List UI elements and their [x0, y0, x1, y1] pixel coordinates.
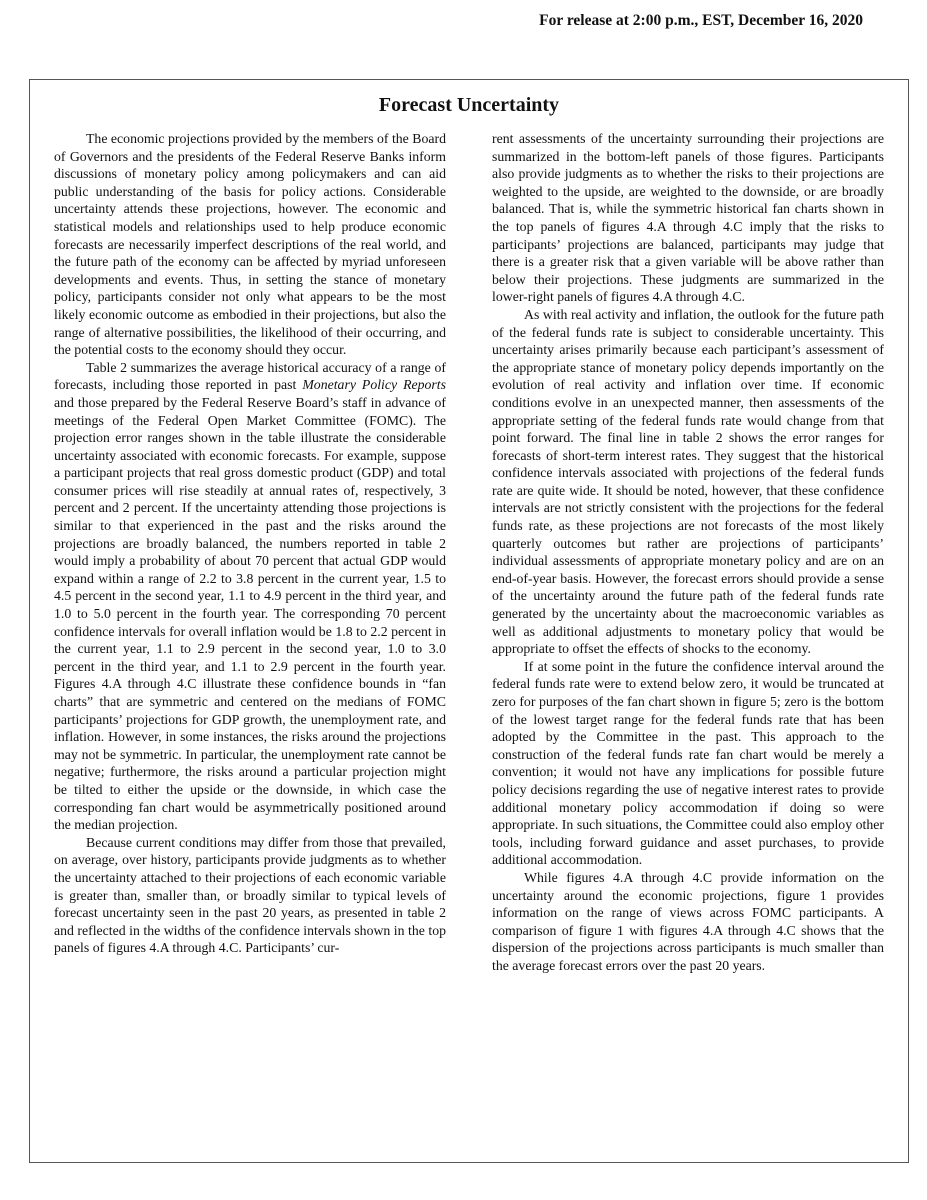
paragraph: While figures 4.A through 4.C provide information on the uncertainty around the economic projections, figure 1 provides information on the range of views across FOMC participants. A comparison of figure 1 with figures 4.A through 4.C shows that the dispersion of the projections across participants is much smaller than the average forecast errors over the past 20 years. — [492, 869, 884, 973]
paragraph: If at some point in the future the confidence interval around the federal funds rate were to extend below zero, it would be truncated at zero for purposes of the fan chart shown in figure 5; zero is the bottom of the lowest target range for the federal funds rate that has been adopted by the Committee in the past. This approach to the construction of the federal funds rate fan chart would be merely a convention; it would not have any implications for possible future policy decisions regarding the use of negative interest rates to provide additional monetary policy accommodation if doing so were appropriate. In such situations, the Committee could also employ other tools, including forward guidance and asset purchases, to provide additional accommodation. — [492, 658, 884, 868]
left-column — [54, 130, 446, 957]
paragraph — [54, 359, 446, 834]
report-title: Monetary Policy Reports — [302, 377, 446, 393]
paragraph: The economic projections provided by the members of the Board of Governors and the presidents of the Federal Reserve Banks inform discussions of monetary policy among policymakers and can aid public understanding of the basis for policy actions. Considerable uncertainty attends these projections, however. The economic and statistical models and relationships used to help produce economic forecasts are necessarily imperfect descriptions of the real world, and the future path of the economy can be affected by myriad unforeseen developments and events. Thus, in setting the stance of monetary policy, participants consider not only what appears to be the most likely economic outcome as embodied in their projections, but also the range of alternative possibilities, the likelihood of their occurring, and the potential costs to the economy should they occur. — [54, 131, 446, 358]
right-column — [492, 130, 884, 975]
paragraph-text: Table 2 summarizes the average historical accuracy of a range of forecasts, including those reported in past — [54, 359, 446, 393]
paragraph: rent assessments of the uncertainty surrounding their projections are summarized in the bottom-left panels of those figures. Participants also provide judgments as to whether the risks to their projections are weighted to the upside, are weighted to the downside, or are broadly balanced. That is, while the symmetric historical fan charts shown in the top panels of figures 4.A through 4.C imply that the risks to participants’ projections are balanced, participants may judge that there is a greater risk that a given variable will be above rather than below their projections. These judgments are summarized in the lower-right panels of figures 4.A through 4.C. — [492, 131, 884, 305]
paragraph: As with real activity and inflation, the outlook for the future path of the federal funds rate is subject to considerable uncertainty. This uncertainty arises primarily because each participant’s assessment of the appropriate stance of monetary policy depends importantly on the evolution of real activity and inflation over time. If economic conditions evolve in an unexpected manner, then assessments of the appropriate setting of the federal funds rate would change from that point forward. The final line in table 2 shows the error ranges for forecasts of short-term interest rates. They suggest that the historical confidence intervals associated with projections of the federal funds rate are quite wide. It should be noted, however, that these confidence intervals are not strictly consistent with the projections for the federal funds rate, as these projections are not forecasts of the most likely quarterly outcomes but rather are projections of participants’ individual assessments of appropriate monetary policy and are on an end-of-year basis. However, the forecast errors should provide a sense of the uncertainty around the future path of the federal funds rate generated by the uncertainty about the macroeconomic variables as well as additional adjustments to monetary policy that would be appropriate to offset the effects of shocks to the economy. — [492, 306, 884, 657]
paragraph-text: and those prepared by the Federal Reserve Board’s staff in advance of meetings of the Federal Open Market Committee (FOMC). The projection error ranges shown in the table illustrate the considerable uncertainty associated with economic forecasts. For example, suppose a participant projects that real gross domestic product (GDP) and total consumer prices will rise steadily at annual rates of, respectively, 3 percent and 2 percent. If the uncertainty attending those projections is similar to that experienced in the past and the risks around the projections are broadly balanced, the numbers reported in table 2 would imply a probability of about 70 percent that actual GDP would expand within a range of 2.2 to 3.8 percent in the current year, 1.5 to 4.5 percent in the second year, 1.1 to 4.9 percent in the third year, and 1.0 to 5.0 percent in the fourth year. The corresponding 70 percent confidence intervals for overall inflation would be 1.8 to 2.2 percent in the current year, 1.1 to 2.9 percent in the second year, 1.0 to 3.0 percent in the third year, and 1.1 to 2.9 percent in the fourth year. Figures 4.A through 4.C illustrate these confidence bounds in “fan charts” that are symmetric and centered on the medians of FOMC participants’ projections for GDP growth, the unemployment rate, and inflation. However, in some instances, the risks around the projections may not be symmetric. In particular, the unemployment rate cannot be negative; furthermore, the risks around a particular projection might be tilted to either the upside or the downside, in which case the corresponding fan chart would be asymmetrically positioned around the median projection. — [54, 394, 446, 833]
forecast-uncertainty-box — [29, 79, 909, 1163]
box-title: Forecast Uncertainty — [378, 94, 560, 116]
release-line: For release at 2:00 p.m., EST, December 16, 2020 — [539, 12, 863, 29]
paragraph: Because current conditions may differ from those that prevailed, on average, over history, participants provide judgments as to whether the uncertainty attached to their projections of each economic variable is greater than, smaller than, or broadly similar to typical levels of forecast uncertainty seen in the past 20 years, as presented in table 2 and reflected in the widths of the confidence intervals shown in the top panels of figures 4.A through 4.C. Participants’ cur- — [54, 834, 446, 956]
